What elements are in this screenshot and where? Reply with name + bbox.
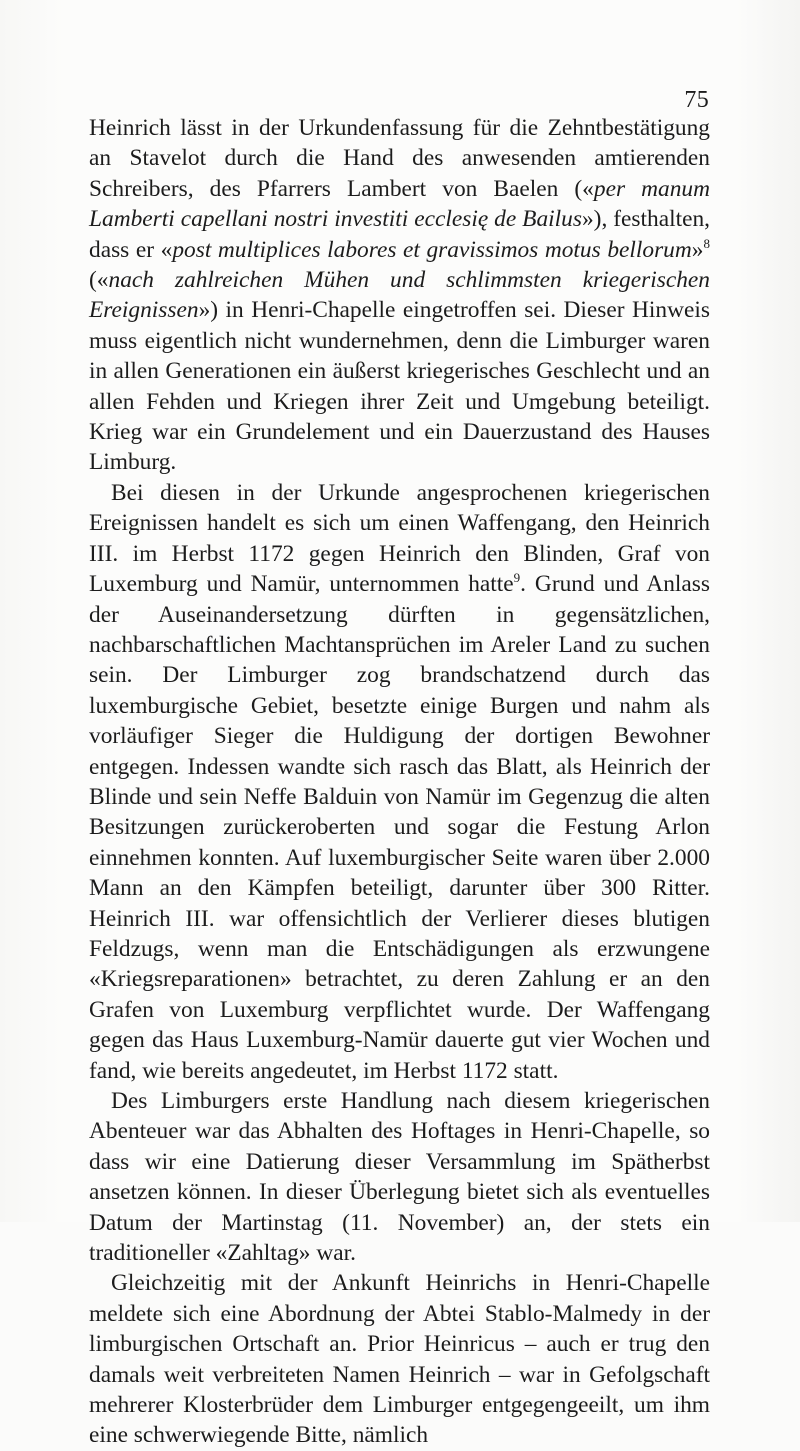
paragraph <box>89 1268 710 1450</box>
footnote-ref: 8 <box>703 235 710 251</box>
text-run: . Grund und Anlass der Auseinandersetzung dürften in gegensätzlichen, nachbarschaftlichen Machtansprüchen im Areler Land zu suchen sein. Der Limburger zog brandschatzend durch das luxemburgische Gebiet, besetzte einige Burgen und nahm als vorläufiger Sieger die Huldigung der dortigen Bewohner entgegen. Indessen wandte sich rasch das Blatt, als Heinrich der Blinde und sein Neffe Balduin von Namür im Gegenzug die alten Besitzungen zurückeroberten und sogar die Festung Arlon einnehmen konnten. Auf luxemburgischer Seite waren über 2.000 Mann an den Kämpfen beteiligt, darunter über 300 Ritter. Heinrich III. war offensichtlich der Verlierer dieses blutigen Feldzugs, wenn man die Entschädigungen als erzwungene «Kriegsreparationen» betrachtet, zu deren Zahlung er an den Grafen von Luxemburg verpflichtet wurde. Der Waffengang gegen das Haus Luxemburg-Namür dauerte gut vier Wochen und fand, wie bereits angedeutet, im Herbst 1172 statt. <box>89 571 710 1084</box>
text-run: Bei diesen in der Urkunde angesprochenen kriegerischen Ereignissen handelt es sich um einen Waffengang, den Heinrich III. im Herbst 1172 gegen Heinrich den Blinden, Graf von Luxemburg und Namür, unternommen hatte <box>89 479 710 598</box>
italic-quote: per manum Lamberti capellani nostri investiti ecclesię de Bailus <box>89 175 710 233</box>
paragraph <box>89 113 710 478</box>
italic-quote: post multiplices labores et gravissimos motus bellorum <box>172 236 692 263</box>
text-run: Des Limburgers erste Handlung nach diesem kriegerischen Abenteuer war das Abhalten des Hoftages in Henri-Chapelle, so dass wir eine Datierung dieser Versammlung im Spätherbst ansetzen können. In dieser Überlegung bietet sich als eventuelles Datum der Martinstag (11. November) an, der stets ein traditioneller «Zahltag» war. <box>89 1088 710 1267</box>
text-run: ») in Henri-Chapelle eingetroffen sei. Dieser Hinweis muss eigentlich nicht wundernehmen, denn die Limburger waren in allen Generationen ein äußerst kriegerisches Geschlecht und an allen Fehden und Kriegen ihrer Zeit und Umgebung beteiligt. Krieg war ein Grundelement und ein Dauerzustand des Hauses Limburg. <box>89 297 710 476</box>
footnote-ref: 9 <box>513 570 521 586</box>
paragraph <box>89 1086 710 1268</box>
text-run: (« <box>89 267 109 294</box>
text-run: Gleichzeitig mit der Ankunft Heinrichs in Henri-Chapelle meldete sich eine Abordnung der Abtei Stablo-Malmedy in der limburgischen Ortschaft an. Prior Heinricus – auch er trug den damals weit verbreiteten Namen Heinrich – war in Gefolgschaft mehrerer Klosterbrüder dem Limburger entgegengeeilt, um ihm eine schwerwiegende Bitte, nämlich <box>89 1270 710 1449</box>
paragraph <box>89 478 710 1086</box>
text-run: » <box>691 236 704 263</box>
body-text <box>89 113 710 1451</box>
text-run: »), festhalten, dass er « <box>89 206 710 263</box>
text-run: Heinrich lässt in der Urkundenfassung für die Zehntbestätigung an Stavelot durch die Hand des anwesenden amtierenden Schreibers, des Pfarrers Lambert von Baelen (« <box>89 115 710 202</box>
page-number: 75 <box>684 87 709 113</box>
italic-quote: nach zahlreichen Mühen und schlimmsten kriegerischen Ereignissen <box>89 267 710 324</box>
